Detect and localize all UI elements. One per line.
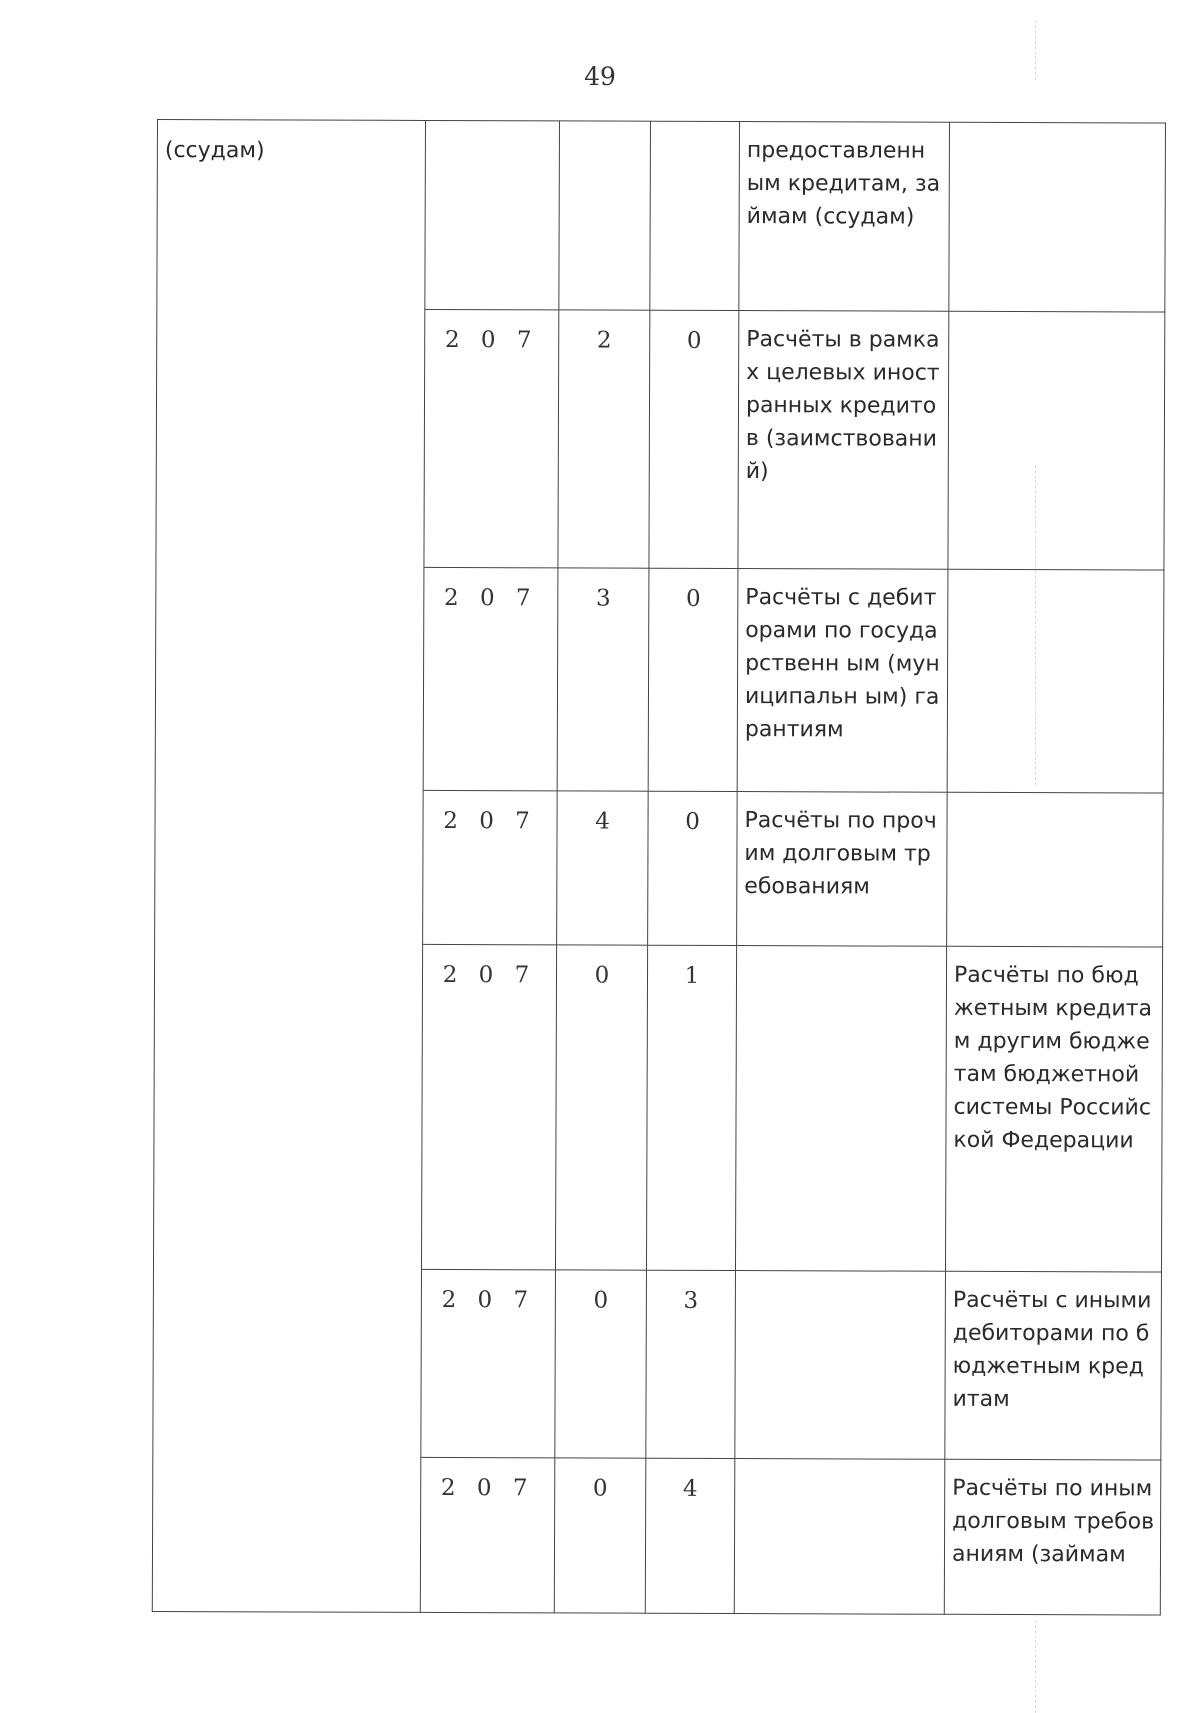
description-cell	[735, 946, 946, 1272]
subaccount-description-cell: Расчёты по иным долговым требованиям (займам	[944, 1459, 1161, 1615]
digit-cell: 2	[558, 310, 650, 568]
account-codes-table	[152, 119, 1166, 1616]
code-cell: 2 0 7	[420, 1457, 555, 1612]
digit-cell: 3	[557, 568, 649, 791]
scan-artifact-line	[1035, 20, 1036, 80]
digit-cell: 3	[646, 1270, 736, 1458]
description-cell: предоставленн ым кредитам, займам (ссудам)	[739, 122, 950, 312]
digit-cell: 0	[649, 310, 739, 568]
code-cell: 2 0 7	[424, 309, 559, 567]
digit-cell: 0	[648, 568, 738, 791]
first-column-cell: (ссудам)	[152, 120, 425, 1613]
scan-artifact-line	[1035, 1620, 1036, 1713]
code-cell: 2 0 7	[423, 790, 558, 944]
page-number: 49	[584, 62, 616, 91]
subaccount-description-cell	[947, 569, 1164, 793]
subaccount-description-cell	[949, 122, 1166, 312]
digit-cell: 0	[554, 1458, 646, 1613]
code-cell	[425, 120, 560, 309]
description-cell	[734, 1459, 945, 1615]
subaccount-description-cell: Расчёты по бюджетным кредитам другим бюджетам бюджетной системы Российской Федерации	[945, 946, 1162, 1272]
subaccount-description-cell: Расчёты с иными дебиторами по бюджетным кредитам	[945, 1271, 1162, 1460]
subaccount-description-cell	[947, 792, 1164, 947]
digit-cell: 4	[557, 791, 649, 945]
code-cell: 2 0 7	[421, 1269, 556, 1457]
digit-cell: 0	[555, 945, 647, 1270]
description-cell: Расчёты по прочим долговым требованиям	[737, 792, 948, 947]
description-cell: Расчёты с дебиторами по государственн ым (муниципальн ым) гарантиям	[737, 569, 948, 793]
code-cell: 2 0 7	[421, 944, 556, 1269]
digit-cell	[559, 121, 651, 310]
digit-cell: 0	[555, 1270, 647, 1458]
table-row	[157, 120, 1166, 313]
description-cell: Расчёты в рамках целевых иностранных кредитов (заимствовани й)	[738, 311, 949, 570]
code-cell: 2 0 7	[423, 567, 558, 790]
digit-cell: 4	[645, 1458, 735, 1613]
description-cell	[735, 1271, 946, 1460]
digit-cell: 0	[648, 791, 738, 945]
subaccount-description-cell	[948, 311, 1165, 570]
digit-cell	[650, 121, 740, 310]
digit-cell: 1	[646, 945, 736, 1270]
